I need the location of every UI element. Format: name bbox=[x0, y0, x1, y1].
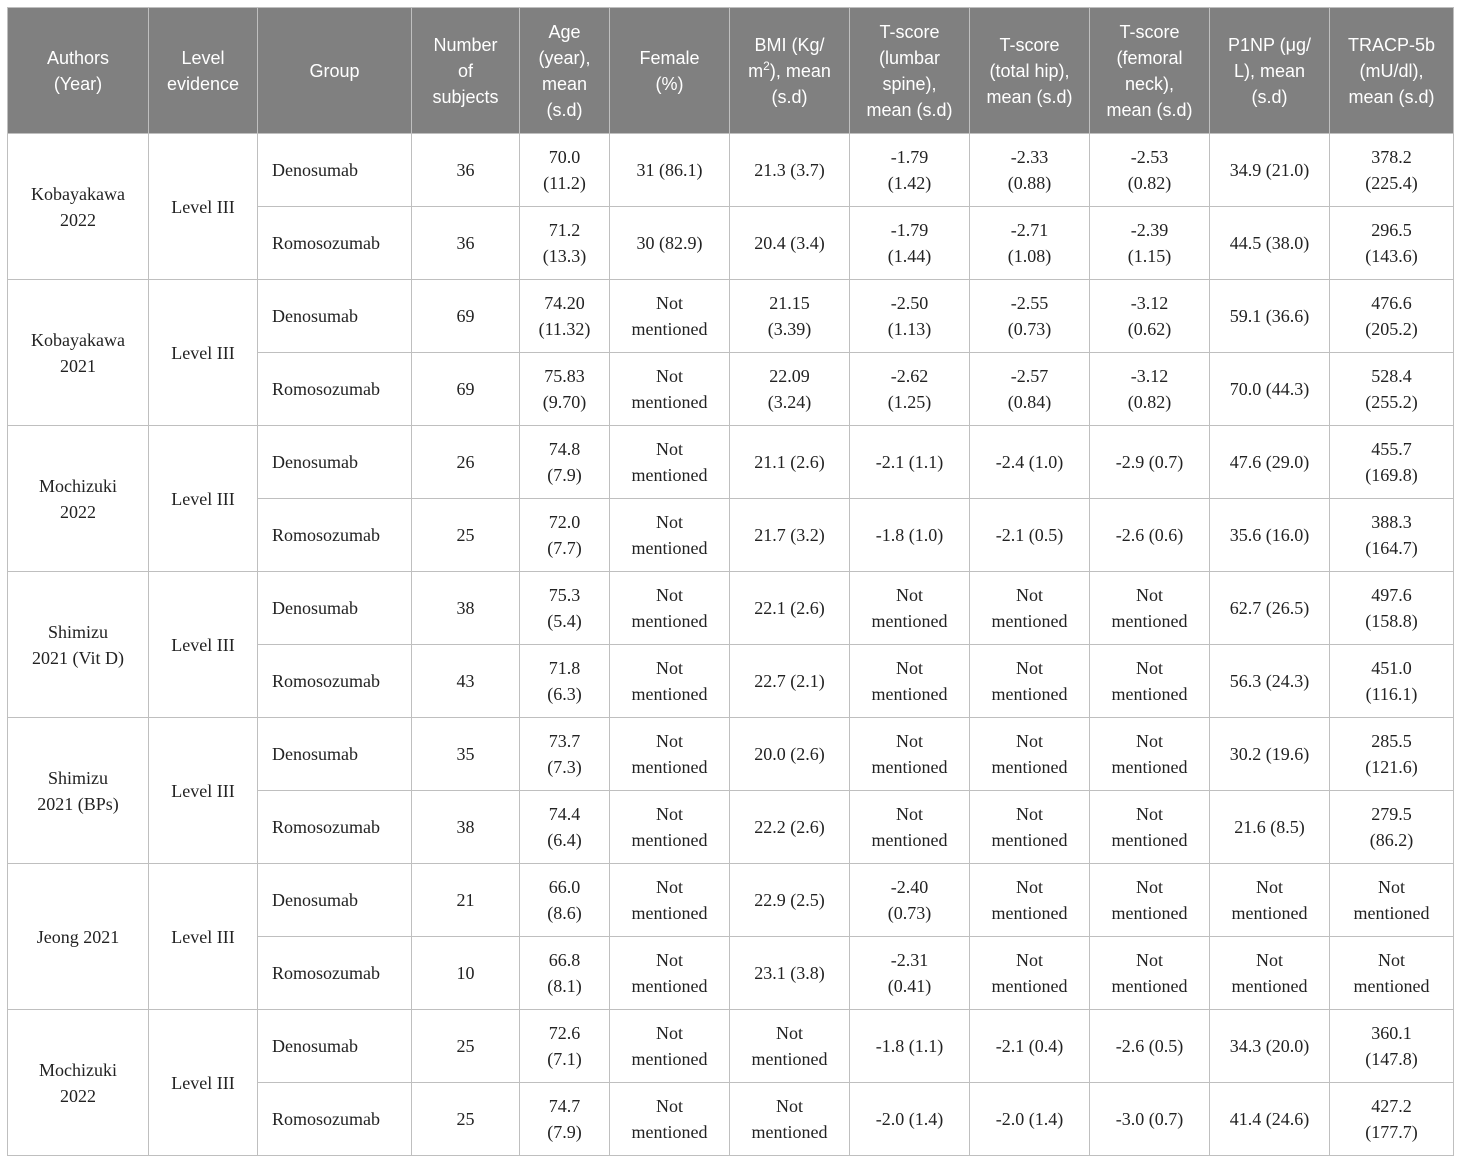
tscore-hip-cell: Not mentioned bbox=[970, 937, 1090, 1010]
age-cell: 74.8 (7.9) bbox=[520, 426, 610, 499]
tscore-lumbar-cell: -1.79 (1.44) bbox=[850, 207, 970, 280]
tscore-neck-cell: Not mentioned bbox=[1090, 718, 1210, 791]
table-row bbox=[8, 426, 1454, 499]
tracp-cell: 497.6 (158.8) bbox=[1330, 572, 1454, 645]
tscore-neck-cell: -2.9 (0.7) bbox=[1090, 426, 1210, 499]
subjects-cell: 25 bbox=[412, 1010, 520, 1083]
female-cell: Not mentioned bbox=[610, 353, 730, 426]
level-evidence-cell: Level III bbox=[149, 134, 258, 280]
table-body bbox=[8, 134, 1454, 1156]
col-header-p1np: P1NP (μg/ L), mean (s.d) bbox=[1210, 8, 1330, 134]
col-header-age: Age (year), mean (s.d) bbox=[520, 8, 610, 134]
author-year-cell: Kobayakawa 2021 bbox=[8, 280, 149, 426]
tracp-cell: 476.6 (205.2) bbox=[1330, 280, 1454, 353]
age-cell: 66.8 (8.1) bbox=[520, 937, 610, 1010]
group-cell: Romosozumab bbox=[258, 1083, 412, 1156]
tscore-neck-cell: Not mentioned bbox=[1090, 791, 1210, 864]
tscore-neck-cell: -2.39 (1.15) bbox=[1090, 207, 1210, 280]
age-cell: 70.0 (11.2) bbox=[520, 134, 610, 207]
tscore-hip-cell: Not mentioned bbox=[970, 572, 1090, 645]
female-cell: 30 (82.9) bbox=[610, 207, 730, 280]
subjects-cell: 69 bbox=[412, 353, 520, 426]
author-year-cell: Mochizuki 2022 bbox=[8, 426, 149, 572]
p1np-cell: 44.5 (38.0) bbox=[1210, 207, 1330, 280]
author-year-cell: Shimizu 2021 (Vit D) bbox=[8, 572, 149, 718]
tscore-hip-cell: -2.33 (0.88) bbox=[970, 134, 1090, 207]
age-cell: 72.0 (7.7) bbox=[520, 499, 610, 572]
bmi-cell: 23.1 (3.8) bbox=[730, 937, 850, 1010]
comparison-table bbox=[7, 7, 1454, 1156]
age-cell: 72.6 (7.1) bbox=[520, 1010, 610, 1083]
tscore-lumbar-cell: -2.0 (1.4) bbox=[850, 1083, 970, 1156]
author-year-cell: Kobayakawa 2022 bbox=[8, 134, 149, 280]
col-header-female: Female (%) bbox=[610, 8, 730, 134]
tscore-neck-cell: Not mentioned bbox=[1090, 937, 1210, 1010]
level-evidence-cell: Level III bbox=[149, 864, 258, 1010]
age-cell: 66.0 (8.6) bbox=[520, 864, 610, 937]
group-cell: Denosumab bbox=[258, 864, 412, 937]
tracp-cell: 388.3 (164.7) bbox=[1330, 499, 1454, 572]
bmi-cell: 20.0 (2.6) bbox=[730, 718, 850, 791]
subjects-cell: 26 bbox=[412, 426, 520, 499]
table-row bbox=[8, 572, 1454, 645]
subjects-cell: 43 bbox=[412, 645, 520, 718]
tracp-cell: 528.4 (255.2) bbox=[1330, 353, 1454, 426]
tracp-cell: 360.1 (147.8) bbox=[1330, 1010, 1454, 1083]
tscore-hip-cell: Not mentioned bbox=[970, 718, 1090, 791]
tscore-hip-cell: -2.55 (0.73) bbox=[970, 280, 1090, 353]
bmi-header-superscript-line: $m^2$), mean bbox=[748, 58, 831, 81]
level-evidence-cell: Level III bbox=[149, 1010, 258, 1156]
subjects-cell: 21 bbox=[412, 864, 520, 937]
tscore-lumbar-cell: -2.40 (0.73) bbox=[850, 864, 970, 937]
tscore-hip-cell: Not mentioned bbox=[970, 791, 1090, 864]
tracp-cell: Not mentioned bbox=[1330, 864, 1454, 937]
group-cell: Denosumab bbox=[258, 718, 412, 791]
tscore-hip-cell: -2.4 (1.0) bbox=[970, 426, 1090, 499]
tracp-cell: 279.5 (86.2) bbox=[1330, 791, 1454, 864]
tracp-cell: 296.5 (143.6) bbox=[1330, 207, 1454, 280]
level-evidence-cell: Level III bbox=[149, 718, 258, 864]
tracp-cell: Not mentioned bbox=[1330, 937, 1454, 1010]
female-cell: Not mentioned bbox=[610, 1083, 730, 1156]
p1np-cell: 59.1 (36.6) bbox=[1210, 280, 1330, 353]
tscore-hip-cell: -2.1 (0.4) bbox=[970, 1010, 1090, 1083]
tscore-lumbar-cell: -2.1 (1.1) bbox=[850, 426, 970, 499]
level-evidence-cell: Level III bbox=[149, 572, 258, 718]
col-header-tscore-lumbar: T-score (lumbar spine), mean (s.d) bbox=[850, 8, 970, 134]
author-year-cell: Jeong 2021 bbox=[8, 864, 149, 1010]
tscore-neck-cell: Not mentioned bbox=[1090, 864, 1210, 937]
female-cell: Not mentioned bbox=[610, 718, 730, 791]
p1np-cell: 62.7 (26.5) bbox=[1210, 572, 1330, 645]
tscore-lumbar-cell: -1.8 (1.0) bbox=[850, 499, 970, 572]
bmi-cell: 20.4 (3.4) bbox=[730, 207, 850, 280]
group-cell: Romosozumab bbox=[258, 791, 412, 864]
tracp-cell: 285.5 (121.6) bbox=[1330, 718, 1454, 791]
table-header bbox=[8, 8, 1454, 134]
table-row bbox=[8, 864, 1454, 937]
p1np-cell: 21.6 (8.5) bbox=[1210, 791, 1330, 864]
tracp-cell: 378.2 (225.4) bbox=[1330, 134, 1454, 207]
tscore-neck-cell: -3.0 (0.7) bbox=[1090, 1083, 1210, 1156]
tscore-neck-cell: -2.53 (0.82) bbox=[1090, 134, 1210, 207]
col-header-bmi: BMI (Kg/ $m^2$), mean (s.d) bbox=[730, 8, 850, 134]
group-cell: Romosozumab bbox=[258, 207, 412, 280]
table-row bbox=[8, 718, 1454, 791]
female-cell: Not mentioned bbox=[610, 280, 730, 353]
age-cell: 74.7 (7.9) bbox=[520, 1083, 610, 1156]
tscore-neck-cell: -2.6 (0.5) bbox=[1090, 1010, 1210, 1083]
subjects-cell: 36 bbox=[412, 207, 520, 280]
col-header-level: Level evidence bbox=[149, 8, 258, 134]
col-header-tscore-neck: T-score (femoral neck), mean (s.d) bbox=[1090, 8, 1210, 134]
col-header-authors: Authors (Year) bbox=[8, 8, 149, 134]
p1np-cell: 35.6 (16.0) bbox=[1210, 499, 1330, 572]
author-year-cell: Shimizu 2021 (BPs) bbox=[8, 718, 149, 864]
tscore-lumbar-cell: Not mentioned bbox=[850, 572, 970, 645]
tscore-neck-cell: Not mentioned bbox=[1090, 572, 1210, 645]
subjects-cell: 69 bbox=[412, 280, 520, 353]
tscore-neck-cell: -3.12 (0.82) bbox=[1090, 353, 1210, 426]
female-cell: Not mentioned bbox=[610, 426, 730, 499]
age-cell: 74.20 (11.32) bbox=[520, 280, 610, 353]
p1np-cell: Not mentioned bbox=[1210, 937, 1330, 1010]
tscore-hip-cell: -2.71 (1.08) bbox=[970, 207, 1090, 280]
tscore-lumbar-cell: -1.79 (1.42) bbox=[850, 134, 970, 207]
tscore-lumbar-cell: -1.8 (1.1) bbox=[850, 1010, 970, 1083]
female-cell: Not mentioned bbox=[610, 645, 730, 718]
age-cell: 74.4 (6.4) bbox=[520, 791, 610, 864]
p1np-cell: 47.6 (29.0) bbox=[1210, 426, 1330, 499]
subjects-cell: 38 bbox=[412, 572, 520, 645]
group-cell: Denosumab bbox=[258, 280, 412, 353]
subjects-cell: 10 bbox=[412, 937, 520, 1010]
age-cell: 71.2 (13.3) bbox=[520, 207, 610, 280]
female-cell: Not mentioned bbox=[610, 791, 730, 864]
tscore-hip-cell: -2.1 (0.5) bbox=[970, 499, 1090, 572]
table-row bbox=[8, 280, 1454, 353]
table-row bbox=[8, 134, 1454, 207]
bmi-cell: Not mentioned bbox=[730, 1083, 850, 1156]
col-header-tscore-hip: T-score (total hip), mean (s.d) bbox=[970, 8, 1090, 134]
bmi-cell: 22.2 (2.6) bbox=[730, 791, 850, 864]
bmi-cell: 22.09 (3.24) bbox=[730, 353, 850, 426]
tscore-neck-cell: -2.6 (0.6) bbox=[1090, 499, 1210, 572]
tscore-neck-cell: -3.12 (0.62) bbox=[1090, 280, 1210, 353]
tscore-lumbar-cell: Not mentioned bbox=[850, 791, 970, 864]
table-row bbox=[8, 1010, 1454, 1083]
tracp-cell: 451.0 (116.1) bbox=[1330, 645, 1454, 718]
subjects-cell: 36 bbox=[412, 134, 520, 207]
age-cell: 75.3 (5.4) bbox=[520, 572, 610, 645]
subjects-cell: 38 bbox=[412, 791, 520, 864]
female-cell: Not mentioned bbox=[610, 572, 730, 645]
tscore-lumbar-cell: Not mentioned bbox=[850, 718, 970, 791]
group-cell: Denosumab bbox=[258, 426, 412, 499]
female-cell: Not mentioned bbox=[610, 1010, 730, 1083]
bmi-cell: 22.1 (2.6) bbox=[730, 572, 850, 645]
subjects-cell: 25 bbox=[412, 499, 520, 572]
p1np-cell: 41.4 (24.6) bbox=[1210, 1083, 1330, 1156]
group-cell: Romosozumab bbox=[258, 937, 412, 1010]
group-cell: Denosumab bbox=[258, 1010, 412, 1083]
group-cell: Denosumab bbox=[258, 572, 412, 645]
group-cell: Romosozumab bbox=[258, 499, 412, 572]
level-evidence-cell: Level III bbox=[149, 280, 258, 426]
tracp-cell: 427.2 (177.7) bbox=[1330, 1083, 1454, 1156]
col-header-group: Group bbox=[258, 8, 412, 134]
female-cell: Not mentioned bbox=[610, 937, 730, 1010]
subjects-cell: 25 bbox=[412, 1083, 520, 1156]
tscore-lumbar-cell: Not mentioned bbox=[850, 645, 970, 718]
tscore-lumbar-cell: -2.31 (0.41) bbox=[850, 937, 970, 1010]
group-cell: Romosozumab bbox=[258, 645, 412, 718]
header-row bbox=[8, 8, 1454, 134]
female-cell: Not mentioned bbox=[610, 864, 730, 937]
tscore-lumbar-cell: -2.62 (1.25) bbox=[850, 353, 970, 426]
level-evidence-cell: Level III bbox=[149, 426, 258, 572]
age-cell: 71.8 (6.3) bbox=[520, 645, 610, 718]
p1np-cell: 56.3 (24.3) bbox=[1210, 645, 1330, 718]
tracp-cell: 455.7 (169.8) bbox=[1330, 426, 1454, 499]
p1np-cell: 34.3 (20.0) bbox=[1210, 1010, 1330, 1083]
female-cell: Not mentioned bbox=[610, 499, 730, 572]
bmi-cell: 22.7 (2.1) bbox=[730, 645, 850, 718]
subjects-cell: 35 bbox=[412, 718, 520, 791]
bmi-cell: 21.3 (3.7) bbox=[730, 134, 850, 207]
tscore-hip-cell: -2.57 (0.84) bbox=[970, 353, 1090, 426]
female-cell: 31 (86.1) bbox=[610, 134, 730, 207]
bmi-cell: 21.15 (3.39) bbox=[730, 280, 850, 353]
author-year-cell: Mochizuki 2022 bbox=[8, 1010, 149, 1156]
bmi-cell: Not mentioned bbox=[730, 1010, 850, 1083]
tscore-lumbar-cell: -2.50 (1.13) bbox=[850, 280, 970, 353]
p1np-cell: Not mentioned bbox=[1210, 864, 1330, 937]
p1np-cell: 34.9 (21.0) bbox=[1210, 134, 1330, 207]
age-cell: 75.83 (9.70) bbox=[520, 353, 610, 426]
tscore-hip-cell: Not mentioned bbox=[970, 864, 1090, 937]
col-header-subjects: Number of subjects bbox=[412, 8, 520, 134]
tscore-hip-cell: Not mentioned bbox=[970, 645, 1090, 718]
tscore-hip-cell: -2.0 (1.4) bbox=[970, 1083, 1090, 1156]
col-header-tracp: TRACP-5b (mU/dl), mean (s.d) bbox=[1330, 8, 1454, 134]
bmi-cell: 21.7 (3.2) bbox=[730, 499, 850, 572]
group-cell: Romosozumab bbox=[258, 353, 412, 426]
p1np-cell: 70.0 (44.3) bbox=[1210, 353, 1330, 426]
bmi-cell: 22.9 (2.5) bbox=[730, 864, 850, 937]
tscore-neck-cell: Not mentioned bbox=[1090, 645, 1210, 718]
bmi-cell: 21.1 (2.6) bbox=[730, 426, 850, 499]
p1np-cell: 30.2 (19.6) bbox=[1210, 718, 1330, 791]
group-cell: Denosumab bbox=[258, 134, 412, 207]
age-cell: 73.7 (7.3) bbox=[520, 718, 610, 791]
